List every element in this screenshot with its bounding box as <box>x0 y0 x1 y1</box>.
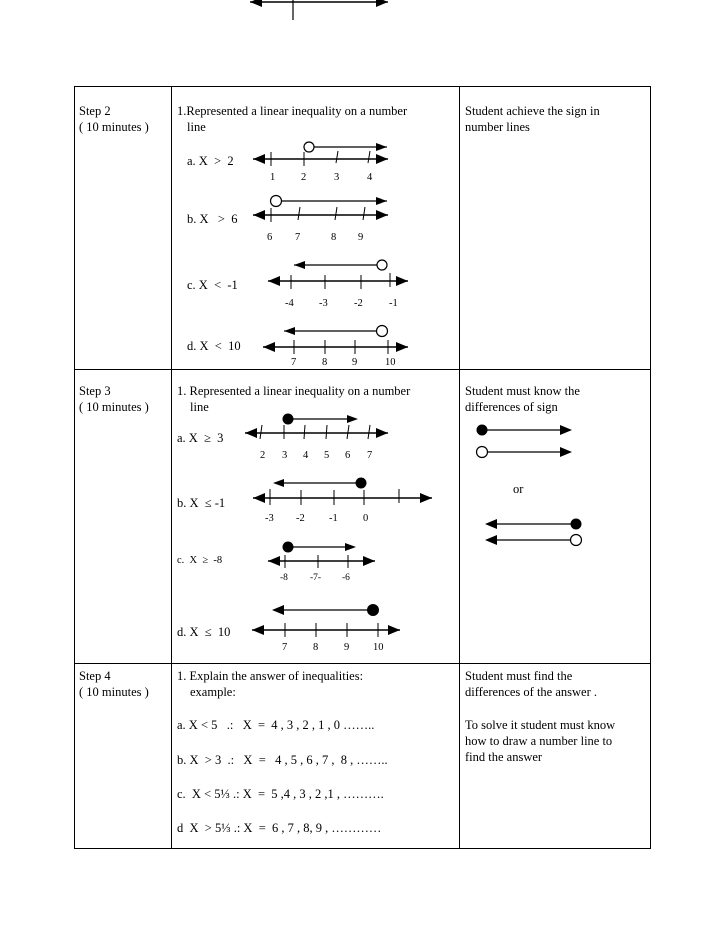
activity-title: 1. Represented a linear inequality on a number <box>177 384 411 398</box>
tick-label: -7- <box>310 573 322 583</box>
note-text: Student must find the <box>465 669 573 683</box>
tick-label: 9 <box>352 357 358 368</box>
tick-label: -4 <box>285 298 294 309</box>
note-text: how to draw a number line to <box>465 734 613 748</box>
activity-title: line <box>187 120 206 134</box>
note-text: Student achieve the sign in <box>465 104 600 118</box>
tick-label: -3 <box>265 513 274 524</box>
tick-label: 3 <box>334 172 340 183</box>
tick-label: 8 <box>322 357 328 368</box>
inequality-label: a. X ≥ 3 <box>177 431 224 445</box>
activity-title: 1.Represented a linear inequality on a number <box>177 104 408 118</box>
tick-label: 3 <box>282 450 288 461</box>
inequality-label: d. X < 10 <box>187 339 241 353</box>
tick-label: 8 <box>313 642 319 653</box>
step-duration: ( 10 minutes ) <box>79 400 149 414</box>
tick-label: 2 <box>301 172 307 183</box>
tick-label: 7 <box>282 642 288 653</box>
tick-label: 6 <box>267 232 273 243</box>
step-duration: ( 10 minutes ) <box>79 120 149 134</box>
note-text: find the answer <box>465 750 543 764</box>
step-duration: ( 10 minutes ) <box>79 685 149 699</box>
tick-label: -1 <box>389 298 398 309</box>
tick-label: 9 <box>344 642 350 653</box>
tick-label: 10 <box>373 642 384 653</box>
note-text: differences of the answer . <box>465 685 598 699</box>
tick-label: 7 <box>291 357 297 368</box>
inequality-label: c. X < -1 <box>187 278 238 292</box>
activity-title: line <box>190 400 209 414</box>
inequality-label: b. X ≤ -1 <box>177 496 226 510</box>
tick-label: 7 <box>367 450 373 461</box>
step-label: Step 3 <box>79 384 111 398</box>
tick-label: 10 <box>385 357 396 368</box>
tick-label: -2 <box>354 298 363 309</box>
or-label: or <box>513 482 524 496</box>
tick-label: 5 <box>324 450 330 461</box>
tick-label: 6 <box>345 450 351 461</box>
tick-label: 9 <box>358 232 364 243</box>
tick-label: 4 <box>303 450 309 461</box>
inequality-label: c. X ≥ -8 <box>177 555 223 566</box>
tick-label: 2 <box>260 450 266 461</box>
answer-line: c. X < 5⅓ .: X = 5 ,4 , 3 , 2 ,1 , ………. <box>177 787 384 801</box>
tick-label: -3 <box>319 298 328 309</box>
note-text: number lines <box>465 120 530 134</box>
answer-line: b. X > 3 .: X = 4 , 5 , 6 , 7 , 8 , …….. <box>177 753 388 767</box>
tick-label: 1 <box>270 172 276 183</box>
note-text: To solve it student must know <box>465 718 616 732</box>
tick-label: -2 <box>296 513 305 524</box>
step-label: Step 4 <box>79 669 111 683</box>
activity-title: 1. Explain the answer of inequalities: <box>177 669 364 683</box>
inequality-label: a. X > 2 <box>187 154 234 168</box>
note-text: Student must know the <box>465 384 580 398</box>
answer-line: d X > 5⅓ .: X = 6 , 7 , 8, 9 , ………… <box>177 821 382 835</box>
inequality-label: b. X > 6 <box>187 212 238 226</box>
activity-title: example: <box>190 685 236 699</box>
tick-label: 0 <box>363 513 369 524</box>
step-label: Step 2 <box>79 104 111 118</box>
tick-label: -8 <box>280 573 288 583</box>
inequality-label: d. X ≤ 10 <box>177 625 231 639</box>
tick-label: 7 <box>295 232 301 243</box>
tick-label: -6 <box>342 573 350 583</box>
tick-label: 8 <box>331 232 337 243</box>
tick-label: 4 <box>367 172 373 183</box>
tick-label: -1 <box>329 513 338 524</box>
answer-line: a. X < 5 .: X = 4 , 3 , 2 , 1 , 0 …….. <box>177 718 375 732</box>
note-text: differences of sign <box>465 400 558 414</box>
